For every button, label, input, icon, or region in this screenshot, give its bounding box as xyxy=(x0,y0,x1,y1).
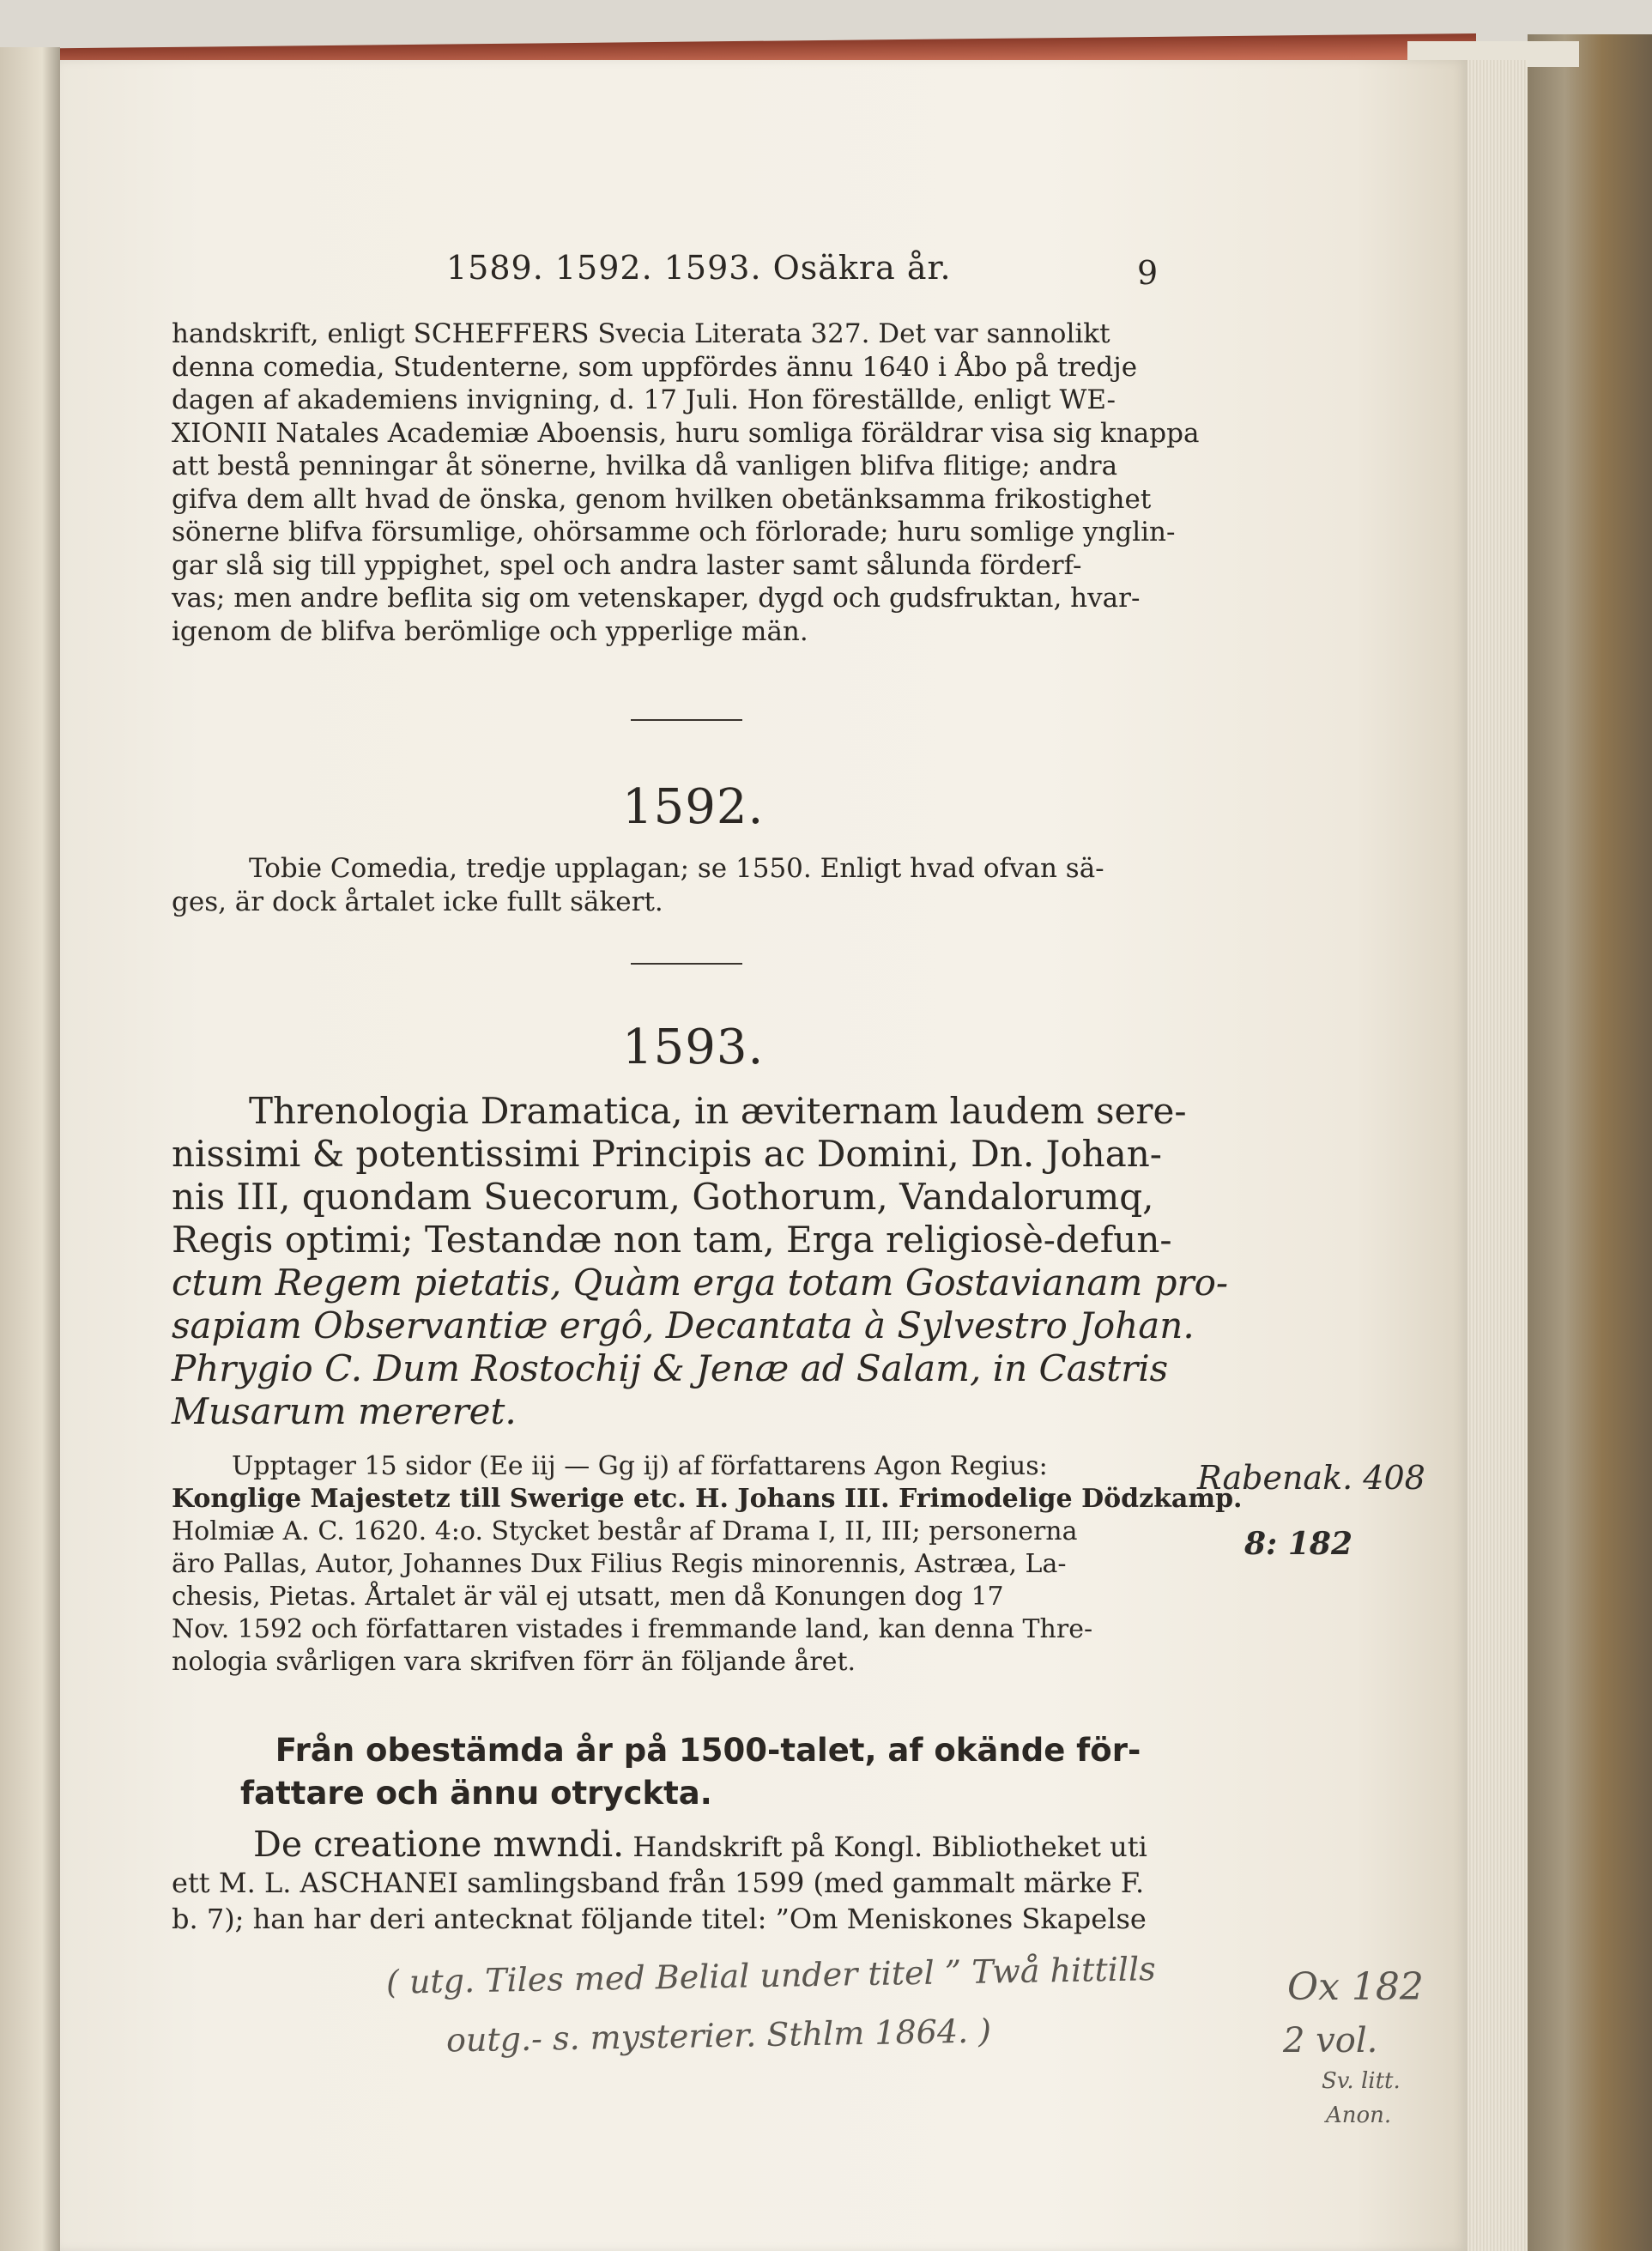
pencil-note: outg.- s. mysterier. Sthlm 1864. ) xyxy=(445,2012,992,2060)
text-line: b. 7); han har deri antecknat följande titel: ”Om Meniskones Skapelse xyxy=(172,1903,1147,1935)
pencil-shelfmark: Ox 182 xyxy=(1287,1965,1424,2009)
text-line: chesis, Pietas. Årtalet är väl ej utsatt, men då Konungen dog 17 xyxy=(172,1582,1004,1612)
section-divider xyxy=(631,963,742,965)
section-heading xyxy=(215,1729,1201,1815)
text-line: Nov. 1592 och författaren vistades i fremmande land, kan denna Thre- xyxy=(172,1614,1093,1644)
text-line: gar slå sig till yppighet, spel och andra laster samt sålunda förderf- xyxy=(172,549,1082,581)
pencil-shelfmark: Sv. litt. xyxy=(1322,2068,1401,2094)
paragraph-1592 xyxy=(172,852,1201,918)
text-line: ett M. L. ASCHANEI samlingsband från 1599 (med gammalt märke F. xyxy=(172,1867,1145,1899)
year-heading-1592: 1592. xyxy=(622,779,765,835)
entry-text: Handskrift på Kongl. Bibliotheket uti xyxy=(624,1830,1147,1863)
pencil-shelfmark: 2 vol. xyxy=(1283,2021,1378,2060)
title-line: nissimi & potentissimi Principis ac Domini, Dn. Johan- xyxy=(172,1133,1162,1175)
text-line: vas; men andre beflita sig om vetenskaper, dygd och gudsfruktan, hvar- xyxy=(172,583,1141,614)
title-line: Regis optimi; Testandæ non tam, Erga religiosè-defun- xyxy=(172,1219,1172,1261)
entry-creatione xyxy=(172,1826,1210,1937)
text-line xyxy=(172,1826,1210,1865)
title-line: Musarum mereret. xyxy=(172,1390,517,1432)
text-line: äro Pallas, Autor, Johannes Dux Filius Regis minorennis, Astræa, La- xyxy=(172,1549,1067,1579)
pencil-note: ( utg. Tiles med Belial under titel ” Twå hittills xyxy=(385,1950,1157,2001)
page-number: 9 xyxy=(1137,254,1159,292)
text-line: Upptager 15 sidor (Ee iij — Gg ij) af författarens Agon Regius: xyxy=(232,1451,1048,1481)
text-line: XIONII Natales Academiæ Aboensis, huru somliga föräldrar visa sig knappa xyxy=(172,417,1200,449)
text-line: Konglige Majestetz till Swerige etc. H. Johans III. Frimodelige Dödzkamp. xyxy=(172,1484,1243,1514)
work-title-1593 xyxy=(172,1090,1229,1433)
paragraph-continued xyxy=(172,318,1201,648)
ink-margin-note: Rabenak. 408 xyxy=(1197,1459,1425,1497)
text-line: gifva dem allt hvad de önska, genom hvilken obetänksamma frikostighet xyxy=(172,483,1152,515)
title-line: ctum Regem pietatis, Quàm erga totam Gostavianam pro- xyxy=(172,1262,1229,1304)
paragraph-1593 xyxy=(172,1450,1243,1679)
text-line: dagen af akademiens invigning, d. 17 Juli. Hon föreställde, enligt WE- xyxy=(172,384,1116,415)
text-line: Tobie Comedia, tredje upplagan; se 1550. Enligt hvad ofvan sä- xyxy=(249,853,1104,884)
title-line: Threnologia Dramatica, in æviternam laudem sere- xyxy=(249,1090,1187,1132)
section-divider xyxy=(631,719,742,721)
left-page-edge xyxy=(0,47,60,2251)
title-line: nis III, quondam Suecorum, Gothorum, Vandalorumq, xyxy=(172,1176,1154,1218)
text-line: Holmiæ A. C. 1620. 4:o. Stycket består af Drama I, II, III; personerna xyxy=(172,1516,1078,1546)
text-line: att bestå penningar åt sönerne, hvilka då vanligen blifva flitige; andra xyxy=(172,451,1118,481)
text-line: nologia svårligen vara skrifven förr än följande året. xyxy=(172,1647,856,1677)
text-line: sönerne blifva försumlige, ohörsamme och förlorade; huru somlige ynglin- xyxy=(172,517,1176,548)
title-line: sapiam Observantiæ ergô, Decantata à Sylvestro Johan. xyxy=(172,1304,1195,1346)
book-cover-right xyxy=(1528,34,1652,2251)
running-head: 1589. 1592. 1593. Osäkra år. xyxy=(446,249,952,287)
text-line: handskrift, enligt SCHEFFERS Svecia Literata 327. Det var sannolikt xyxy=(172,318,1110,349)
entry-title: De creatione mwndi. xyxy=(253,1824,625,1865)
year-heading-1593: 1593. xyxy=(622,1020,765,1075)
title-line: Phrygio C. Dum Rostochij & Jenæ ad Salam, in Castris xyxy=(172,1347,1169,1389)
text-line: denna comedia, Studenterne, som uppfördes ännu 1640 i Åbo på tredje xyxy=(172,351,1138,383)
ink-margin-note: 8: 182 xyxy=(1244,1526,1353,1562)
page-stack-edges xyxy=(1467,60,1528,2251)
heading-line: fattare och ännu otryckta. xyxy=(240,1775,712,1812)
pencil-shelfmark: Anon. xyxy=(1326,2103,1392,2128)
text-line: igenom de blifva berömlige och ypperlige män. xyxy=(172,615,808,647)
text-line: ges, är dock årtalet icke fullt säkert. xyxy=(172,886,663,917)
heading-line: Från obestämda år på 1500-talet, af okände för- xyxy=(275,1732,1141,1769)
